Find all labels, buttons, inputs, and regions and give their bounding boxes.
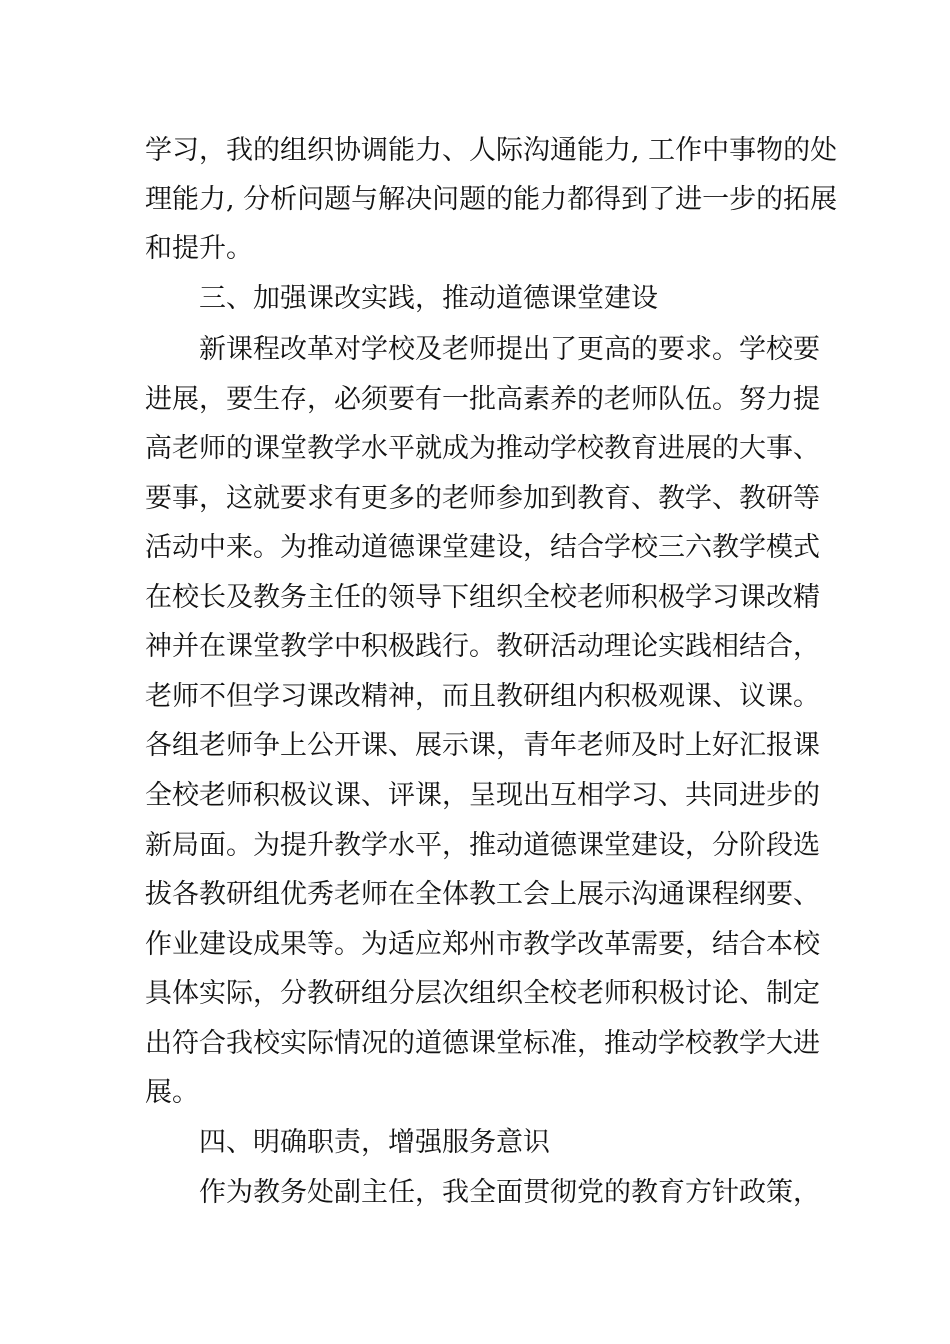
text-line: 拔各教研组优秀老师在全体教工会上展示沟通课程纲要、 <box>145 879 820 910</box>
text-line: 新局面。为提升教学水平，推动道德课堂建设，分阶段选 <box>145 830 820 861</box>
text-line: 要事，这就要求有更多的老师参加到教育、教学、教研等 <box>145 483 820 514</box>
text-line: 神并在课堂教学中积极践行。教研活动理论实践相结合， <box>145 631 820 662</box>
text-line: 高老师的课堂教学水平就成为推动学校教育进展的大事、 <box>145 433 820 464</box>
text-line: 展。 <box>145 1077 199 1108</box>
text-line: 出符合我校实际情况的道德课堂标准，推动学校教学大进 <box>145 1028 820 1059</box>
text-line: 全校老师积极议课、评课，呈现出互相学习、共同进步的 <box>145 780 820 811</box>
text-line: 老师不但学习课改精神，而且教研组内积极观课、议课。 <box>145 681 820 712</box>
text-line: 具体实际，分教研组分层次组织全校老师积极讨论、制定 <box>145 978 820 1009</box>
section-heading: 三、加强课改实践，推动道德课堂建设 <box>199 283 658 314</box>
text-line: 和提升。 <box>145 233 253 264</box>
text-line: 各组老师争上公开课、展示课，青年老师及时上好汇报课 <box>145 730 820 761</box>
text-line: 进展，要生存，必须要有一批高素养的老师队伍。努力提 <box>145 384 820 415</box>
text-line: 新课程改革对学校及老师提出了更高的要求。学校要 <box>199 334 820 365</box>
text-line: 作业建设成果等。为适应郑州市教学改革需要，结合本校 <box>145 929 820 960</box>
section-heading: 四、明确职责，增强服务意识 <box>199 1127 550 1158</box>
text-line: 作为教务处副主任，我全面贯彻党的教育方针政策， <box>199 1177 820 1208</box>
text-line: 学习，我的组织协调能力、人际沟通能力, 工作中事物的处 <box>145 135 838 166</box>
text-line: 理能力, 分析问题与解决问题的能力都得到了进一步的拓展 <box>145 184 838 215</box>
text-line: 活动中来。为推动道德课堂建设，结合学校三六教学模式 <box>145 532 820 563</box>
text-line: 在校长及教务主任的领导下组织全校老师积极学习课改精 <box>145 582 820 613</box>
